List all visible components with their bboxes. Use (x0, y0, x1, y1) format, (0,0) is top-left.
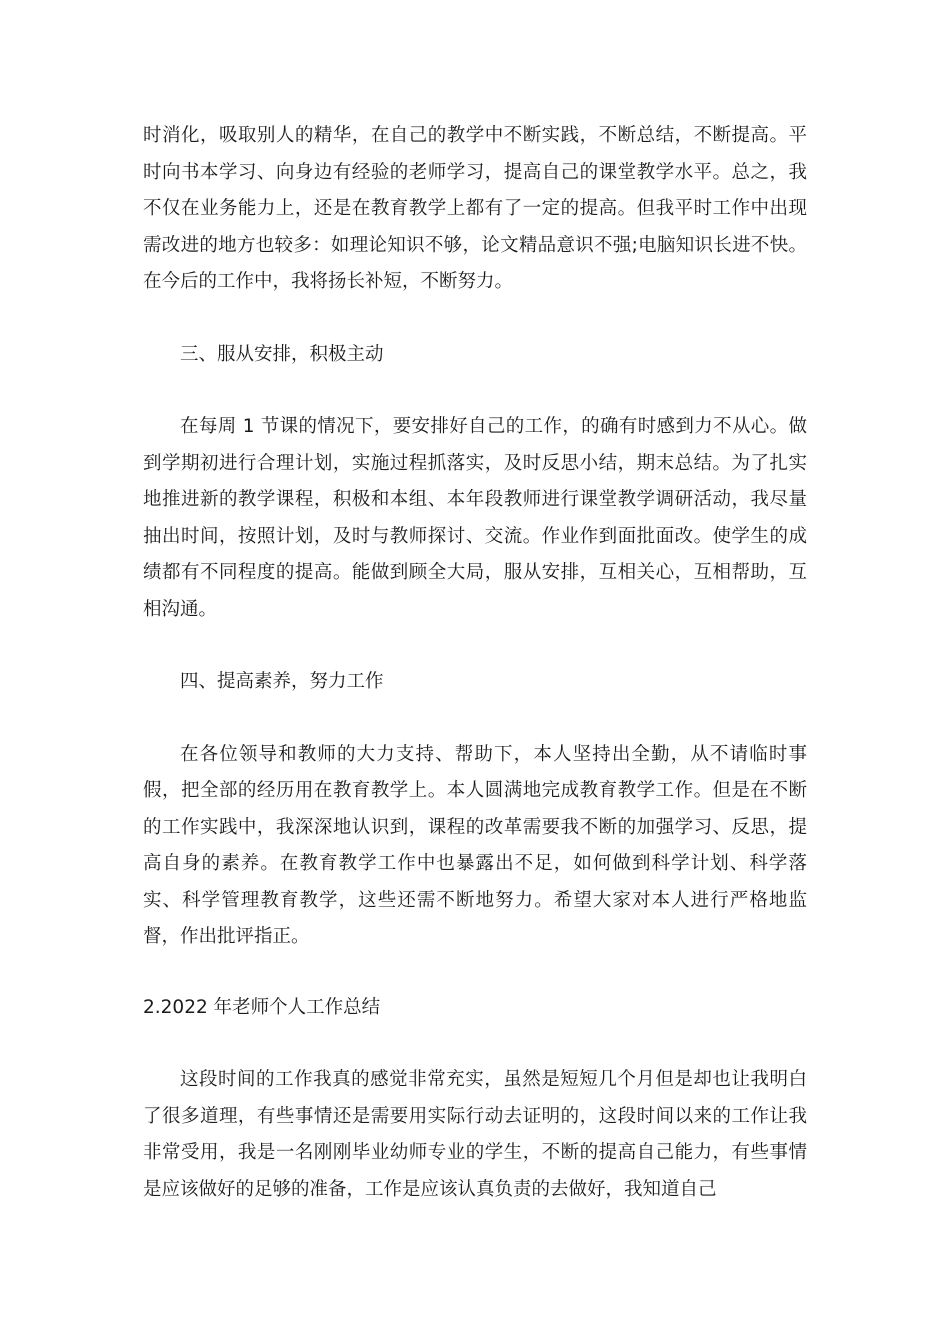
paragraph-arrangement: 在每周 1 节课的情况下，要安排好自己的工作，的确有时感到力不从心。做到学期初进行合理计划，实施过程抓落实，及时反思小结，期末总结。为了扎实地推进新的教学课程，积极和本组、本年段教师进行课堂教学调研活动，我尽量抽出时间，按照计划，及时与教师探讨、交流。作业作到面批面改。使学生的成绩都有不同程度的提高。能做到顾全大局，服从安排，互相关心，互相帮助，互相沟通。 (143, 416, 807, 620)
paragraph-literacy: 在各位领导和教师的大力支持、帮助下，本人坚持出全勤，从不请临时事假，把全部的经历用在教育教学上。本人圆满地完成教育教学工作。但是在不断的工作实践中，我深深地认识到，课程的改革需要我不断的加强学习、反思，提高自身的素养。在教育教学工作中也暴露出不足，如何做到科学计划、科学落实、科学管理教育教学，这些还需不断地努力。希望大家对本人进行严格地监督，作出批评指正。 (143, 743, 807, 947)
article-title-2: 2.2022 年老师个人工作总结 (143, 996, 381, 1018)
paragraph-continuation: 时消化，吸取别人的精华，在自己的教学中不断实践，不断总结，不断提高。平时向书本学习、向身边有经验的老师学习，提高自己的课堂教学水平。总之，我不仅在业务能力上，还是在教育教学上都有了一定的提高。但我平时工作中出现需改进的地方也较多：如理论知识不够，论文精品意识不强;电脑知识长进不快。在今后的工作中，我将扬长补短，不断努力。 (143, 125, 807, 292)
section-heading-four: 四、提高素养，努力工作 (180, 671, 384, 692)
paragraph-summary-intro: 这段时间的工作我真的感觉非常充实，虽然是短短几个月但是却也让我明白了很多道理，有些事情还是需要用实际行动去证明的，这段时间以来的工作让我非常受用，我是一名刚刚毕业幼师专业的学生，不断的提高自己能力，有些事情是应该做好的足够的准备，工作是应该认真负责的去做好，我知道自己 (143, 1069, 807, 1200)
section-heading-three: 三、服从安排，积极主动 (180, 343, 384, 365)
document-body (143, 118, 807, 1208)
